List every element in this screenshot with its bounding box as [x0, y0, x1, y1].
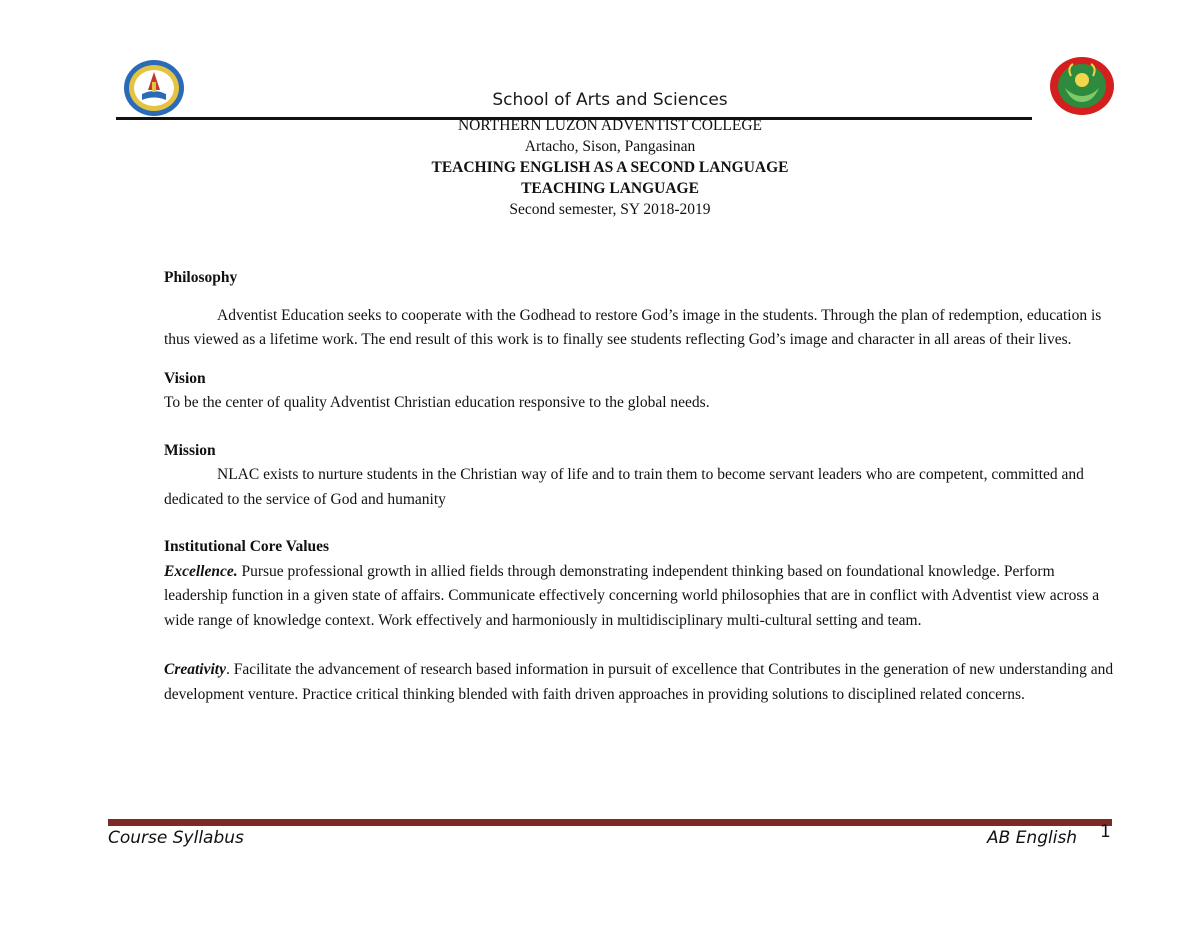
program-title: TEACHING ENGLISH AS A SECOND LANGUAGE — [431, 159, 789, 176]
school-title: School of Arts and Sciences — [492, 90, 728, 110]
syllabus-body — [164, 266, 1114, 707]
creativity-paragraph — [164, 658, 1114, 707]
college-name: NORTHERN LUZON ADVENTIST COLLEGE — [457, 117, 763, 134]
vision-heading: Vision — [164, 369, 206, 387]
core-values-heading: Institutional Core Values — [164, 538, 330, 555]
footer-course-label: Course Syllabus — [108, 828, 244, 848]
philosophy-text: Adventist Education seeks to cooperate with the Godhead to restore God’s image in the students. Through the plan of redemption, education is thus viewed as a lifetime work. The end result of this work is to finally see students reflecting God’s image and character in all areas of their lives. — [164, 306, 1102, 348]
excellence-text: Pursue professional growth in allied fields through demonstrating independent thinking based on foundational knowledge. Perform leadership function in a given state of affairs. Communicate effectively concerning world philosophies that are in conflict with Adventist view across a wide range of knowledge context. Work effectively and harmoniously in multidisciplinary multi-cultural setting and team. — [164, 562, 1100, 629]
course-title: TEACHING LANGUAGE — [521, 180, 699, 197]
philosophy-heading: Philosophy — [164, 269, 238, 286]
footer-divider — [108, 819, 1112, 826]
creativity-text: . Facilitate the advancement of research based information in pursuit of excellence that Contributes in the generation of new understanding and development venture. Practice critical thinking blended with faith driven approaches in providing solutions to disciplined related concerns. — [164, 661, 1114, 703]
mission-text: NLAC exists to nurture students in the Christian way of life and to train them to become servant leaders who are competent, committed and dedicated to the service of God and humanity — [164, 466, 1084, 508]
footer-program-label: AB English — [987, 828, 1078, 848]
page-number: 1 — [1100, 822, 1111, 842]
excellence-paragraph — [164, 560, 1114, 634]
mission-heading: Mission — [164, 441, 216, 459]
excellence-label: Excellence. — [164, 562, 238, 580]
college-address: Artacho, Sison, Pangasinan — [524, 138, 696, 155]
document-header — [0, 115, 1200, 220]
term-label: Second semester, SY 2018-2019 — [509, 201, 711, 218]
creativity-label: Creativity — [164, 661, 226, 678]
vision-text: To be the center of quality Adventist Christian education responsive to the global needs. — [164, 394, 710, 411]
